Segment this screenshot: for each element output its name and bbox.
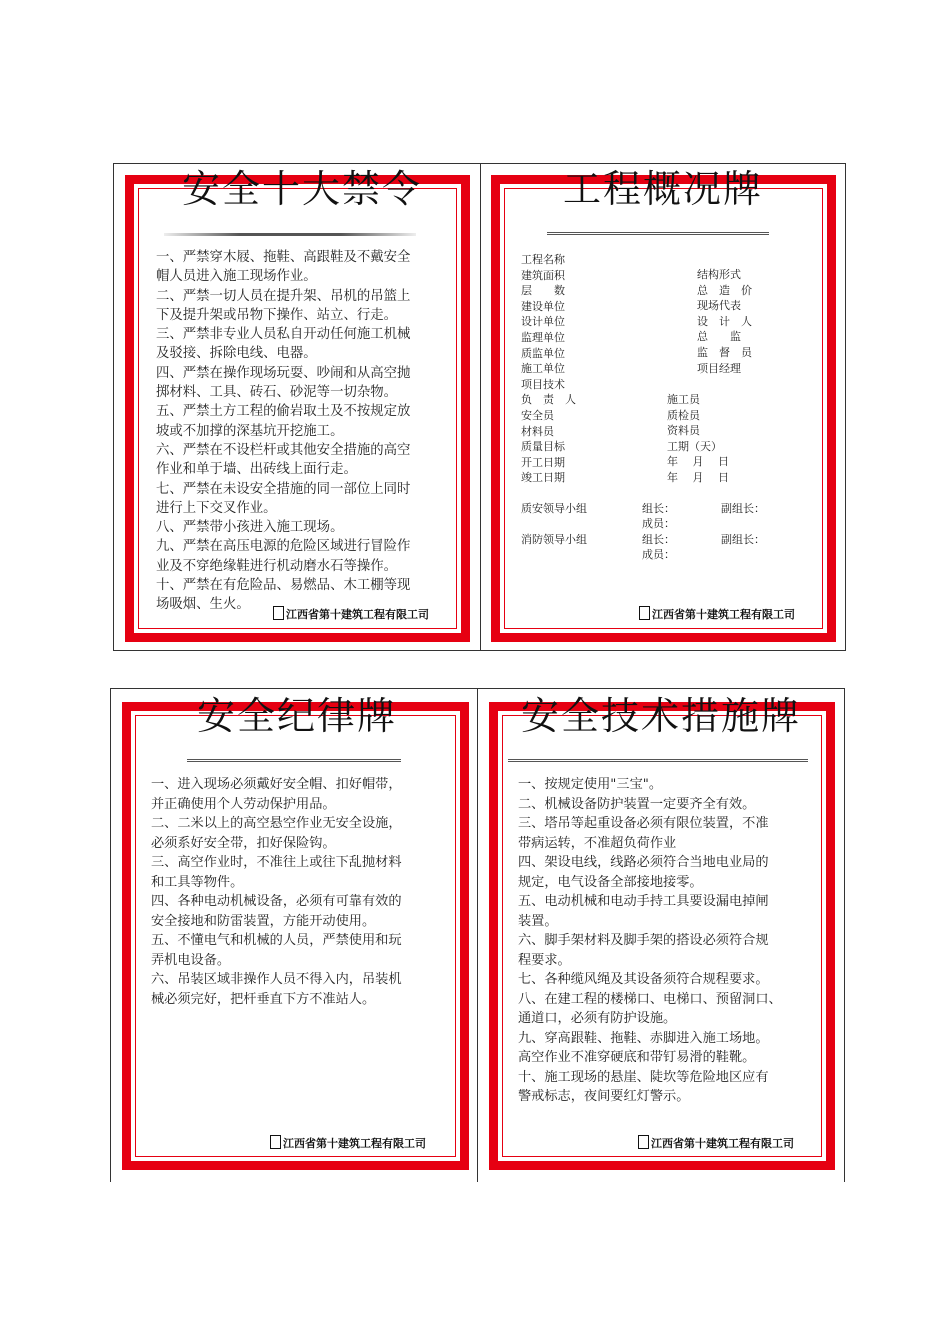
measure-line: 八、在建工程的楼梯口、电梯口、预留洞口、 (518, 991, 782, 1007)
measure-line: 十、施工现场的悬崖、陡坎等危险地区应有 (518, 1069, 769, 1085)
measures-list (518, 775, 782, 1107)
field-label: 年 月 日 (667, 455, 729, 469)
field-label: 竣工日期 (521, 471, 565, 485)
rule-line: 六、吊装区域非操作人员不得入内，吊装机 (151, 972, 402, 987)
field-label: 开工日期 (521, 455, 565, 469)
field-label: 安全员 (521, 408, 554, 422)
board-title: 安全十大禁令 (181, 167, 422, 211)
field-label: 施工单位 (521, 362, 565, 376)
rule-line: 作业和单于墙、出砖线上面行走。 (156, 462, 357, 478)
rule-line: 十、严禁在有危险品、易燃品、木工棚等现 (156, 578, 411, 594)
title-divider (187, 759, 401, 762)
rule-line: 并正确使用个人劳动保护用品。 (151, 796, 336, 812)
rule-line: 六、严禁在不设栏杆或其他安全措施的高空 (156, 442, 411, 458)
sign-cell-tech-measures (477, 688, 845, 1182)
rule-line: 帽人员进入施工现场作业。 (156, 269, 317, 285)
field-label: 监 督 员 (697, 345, 752, 359)
field-label: 工程名称 (521, 253, 565, 266)
sign-cell-project-overview (480, 163, 846, 651)
rules-list (156, 248, 410, 615)
sign-cell-discipline (110, 688, 478, 1182)
rule-line: 及驳接、拆除电线、电器。 (156, 346, 317, 362)
company-footer: 江西省第十建筑工程有限工司 (639, 606, 795, 622)
measure-line: 五、电动机械和电动手持工具要设漏电掉闸 (518, 894, 769, 909)
rule-line: 八、严禁带小孩进入施工现场。 (156, 520, 344, 536)
rule-line: 业及不穿绝缘鞋进行机动磨水石等操作。 (156, 558, 398, 574)
rule-line: 三、严禁非专业人员私自开动任何施工机械 (156, 327, 411, 343)
field-label: 设 计 人 (697, 314, 752, 328)
rule-line: 和工具等物件。 (151, 874, 244, 890)
rule-line: 一、严禁穿木屐、拖鞋、高跟鞋及不戴安全 (156, 250, 411, 265)
field-label: 现场代表 (697, 299, 741, 313)
company-footer: 江西省第十建筑工程有限工司 (273, 606, 429, 622)
measure-line: 七、各种缆风绳及其设备须符合规程要求。 (518, 972, 769, 987)
field-labels-right-b (667, 392, 729, 486)
field-label: 建筑面积 (521, 268, 565, 282)
rule-line: 掷材料、工具、砖石、砂泥等一切杂物。 (156, 385, 398, 401)
field-label: 质量目标 (521, 440, 565, 454)
sign-cell-safety-ten (113, 163, 481, 651)
measure-line: 带病运转，不准超负荷作业 (518, 835, 677, 851)
rule-line: 进行上下交叉作业。 (156, 500, 277, 516)
square-box-icon (639, 606, 650, 620)
field-label: 负 责 人 (521, 393, 576, 407)
field-label: 总 监 (697, 330, 741, 344)
group-deputy-label: 副组长： (721, 533, 765, 546)
field-label: 施工员 (667, 393, 700, 406)
rule-line: 必须系好安全带，扣好保险钩。 (151, 835, 336, 851)
field-label: 项目技术 (521, 377, 565, 391)
field-label: 质检员 (667, 408, 700, 422)
company-footer: 江西省第十建筑工程有限工司 (638, 1135, 794, 1151)
measure-line: 规定，电气设备全部接地接零。 (518, 874, 703, 890)
field-label: 年 月 日 (667, 470, 729, 484)
rules-list (151, 775, 402, 1009)
rule-line: 三、高空作业时，不准往上或往下乱抛材料 (151, 855, 402, 870)
field-label: 设计单位 (521, 315, 565, 329)
rule-line: 下及提升架或吊物下操作、站立、行走。 (156, 307, 398, 323)
rule-line: 坡或不加撑的深基坑开挖施工。 (156, 423, 344, 439)
rule-line: 九、严禁在高压电源的危险区域进行冒险作 (156, 539, 411, 555)
rule-line: 安全接地和防雷装置，方能开动使用。 (151, 913, 376, 929)
title-divider (547, 232, 769, 235)
title-divider (164, 233, 416, 236)
group-members-label: 成员： (642, 548, 675, 561)
field-label: 建设单位 (521, 299, 565, 313)
rule-line: 五、不懂电气和机械的人员，严禁使用和玩 (151, 933, 402, 948)
square-box-icon (273, 606, 284, 620)
measure-line: 三、塔吊等起重设备必须有限位装置，不准 (518, 816, 769, 831)
field-label: 工期（天） (667, 439, 722, 453)
board-title: 安全技术措施牌 (520, 694, 801, 738)
rule-line: 四、各种电动机械设备，必须有可靠有效的 (151, 894, 402, 909)
group-deputy-label: 副组长： (721, 502, 765, 515)
measure-line: 装置。 (518, 913, 558, 929)
group-leader-label: 组长： (642, 502, 675, 515)
rule-line: 弄机电设备。 (151, 952, 231, 968)
measure-line: 九、穿高跟鞋、拖鞋、赤脚进入施工场地。 (518, 1030, 769, 1046)
field-label: 监理单位 (521, 330, 565, 344)
field-label: 项目经理 (697, 361, 741, 375)
group-leader-label: 组长： (642, 533, 675, 546)
rule-line: 七、严禁在未设安全措施的同一部位上同时 (156, 481, 411, 497)
measure-line: 警戒标志，夜间要红灯警示。 (518, 1089, 690, 1104)
group-label-quality-safety: 质安领导小组 (521, 502, 587, 515)
field-labels-left (521, 252, 576, 486)
measure-line: 二、机械设备防护装置一定要齐全有效。 (518, 796, 756, 812)
measure-line: 程要求。 (518, 952, 571, 968)
group-members-label: 成员： (642, 517, 675, 530)
square-box-icon (270, 1135, 281, 1149)
measure-line: 四、架设电线，线路必须符合当地电业局的 (518, 855, 769, 870)
board-title: 安全纪律牌 (196, 694, 397, 738)
field-label: 层 数 (521, 284, 565, 298)
board-title: 工程概况牌 (562, 167, 763, 211)
title-divider (508, 759, 808, 762)
rule-line: 一、进入现场必须戴好安全帽、扣好帽带， (151, 777, 402, 792)
rule-line: 四、严禁在操作现场玩耍、吵闹和从高空抛 (156, 365, 411, 381)
measure-line: 高空作业不准穿硬底和带钉易滑的鞋靴。 (518, 1050, 756, 1065)
rule-line: 场吸烟、生火。 (156, 597, 250, 613)
field-label: 结构形式 (697, 268, 741, 281)
field-label: 质监单位 (521, 346, 565, 360)
group-label-fire: 消防领导小组 (521, 533, 587, 546)
field-labels-right-a (697, 267, 752, 376)
rule-line: 械必须完好，把杆垂直下方不准站人。 (151, 991, 376, 1007)
rule-line: 二、严禁一切人员在提升架、吊机的吊篮上 (156, 288, 411, 304)
field-label: 材料员 (521, 424, 554, 438)
company-footer: 江西省第十建筑工程有限工司 (270, 1135, 426, 1151)
rule-line: 五、严禁土方工程的偷岩取土及不按规定放 (156, 404, 411, 420)
measure-line: 通道口，必须有防护设施。 (518, 1011, 677, 1026)
field-label: 总 造 价 (697, 283, 752, 297)
measure-line: 六、脚手架材料及脚手架的搭设必须符合规 (518, 933, 769, 948)
rule-line: 二、二米以上的高空悬空作业无安全设施， (151, 816, 402, 831)
square-box-icon (638, 1135, 649, 1149)
field-label: 资料员 (667, 424, 700, 438)
measure-line: 一、按规定使用"三宝"。 (518, 777, 663, 792)
